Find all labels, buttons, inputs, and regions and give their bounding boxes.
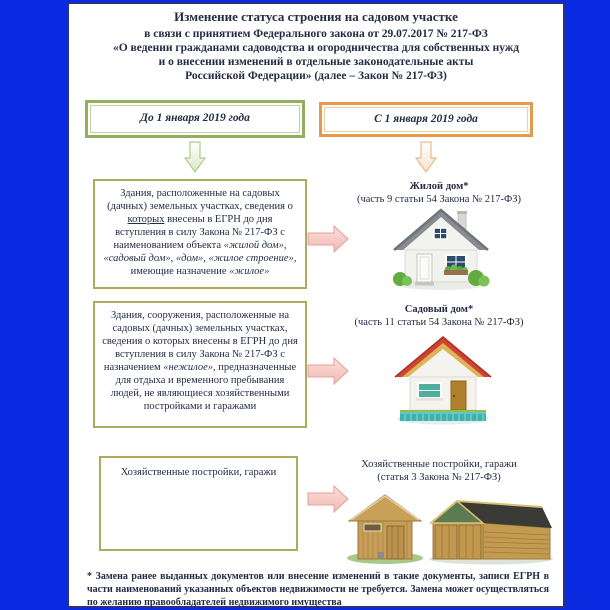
after-label-outbuildings-title: Хозяйственные постройки, гаражи: [361, 459, 517, 470]
poster-panel: [67, 2, 565, 608]
poster-title: [69, 9, 563, 83]
shed-and-garage-illustration: [345, 491, 555, 566]
title-line-3: «О ведении гражданами садоводства и огородничества для собственных нужд: [112, 42, 520, 54]
before-box-residential-text: Здания, расположенные на садовых (дачных) земельных участках, сведения о которых внесены в ЕГРН до дня вступления в силу Закона № 217-ФЗ с наименованием объекта «жилой дом», «садовый дом», «дом», «жилое строение», имеющие назначение «жилое»: [103, 188, 297, 277]
down-arrow-orange-icon: [415, 141, 437, 174]
residential-house-illustration: [391, 205, 491, 291]
after-label-garden-house: [327, 303, 551, 329]
title-line-5: Российской Федерации» (далее – Закон № 217-ФЗ): [185, 70, 447, 82]
title-line-2: в связи с принятием Федерального закона от 29.07.2017 № 217-ФЗ: [144, 28, 488, 40]
from-2019-header-label: С 1 января 2019 года: [374, 113, 478, 125]
after-label-garden-house-subtitle: (часть 11 статьи 54 Закона № 217-ФЗ): [354, 317, 524, 328]
garden-house-illustration: [393, 330, 493, 426]
footnote: * Замена ранее выданных документов или внесение изменений в такие документы, записи ЕГРН в части наименований указанных объектов недвижимости не требуется. Замена может осуществляться по желанию правообладателей недвижимого имущества: [87, 571, 549, 608]
after-label-outbuildings: [327, 458, 551, 484]
right-arrow-icon: [307, 225, 349, 253]
before-box-outbuildings-text: Хозяйственные постройки, гаражи: [120, 467, 277, 478]
after-label-residential: [327, 180, 551, 206]
after-label-outbuildings-subtitle: (статья 3 Закона № 217-ФЗ): [377, 472, 501, 483]
right-arrow-icon: [307, 485, 349, 513]
right-arrow-icon: [307, 357, 349, 385]
before-box-nonresidential: [93, 301, 307, 428]
after-label-residential-title: Жилой дом*: [409, 181, 469, 192]
after-label-garden-house-title: Садовый дом*: [404, 304, 474, 315]
before-box-outbuildings: [99, 456, 298, 551]
down-arrow-green-icon: [184, 141, 206, 174]
before-box-residential: [93, 179, 307, 289]
title-line-1: Изменение статуса строения на садовом участке: [174, 9, 458, 24]
title-line-4: и о внесении изменений в отдельные законодательные акты: [158, 56, 474, 68]
before-box-nonresidential-text: Здания, сооружения, расположенные на садовых (дачных) земельных участках, сведения о которых внесены в ЕГРН до дня вступления в силу Закона № 217-ФЗ с назначением «нежилое», предназначенные для отдыха и временного пребывания людей, не являющиеся хозяйственными постройками и гаражами: [102, 310, 298, 412]
before-2019-header-box: [85, 100, 305, 138]
before-2019-header-label: До 1 января 2019 года: [140, 112, 250, 124]
from-2019-header-box: [319, 102, 533, 137]
after-label-residential-subtitle: (часть 9 статьи 54 Закона № 217-ФЗ): [356, 194, 522, 205]
